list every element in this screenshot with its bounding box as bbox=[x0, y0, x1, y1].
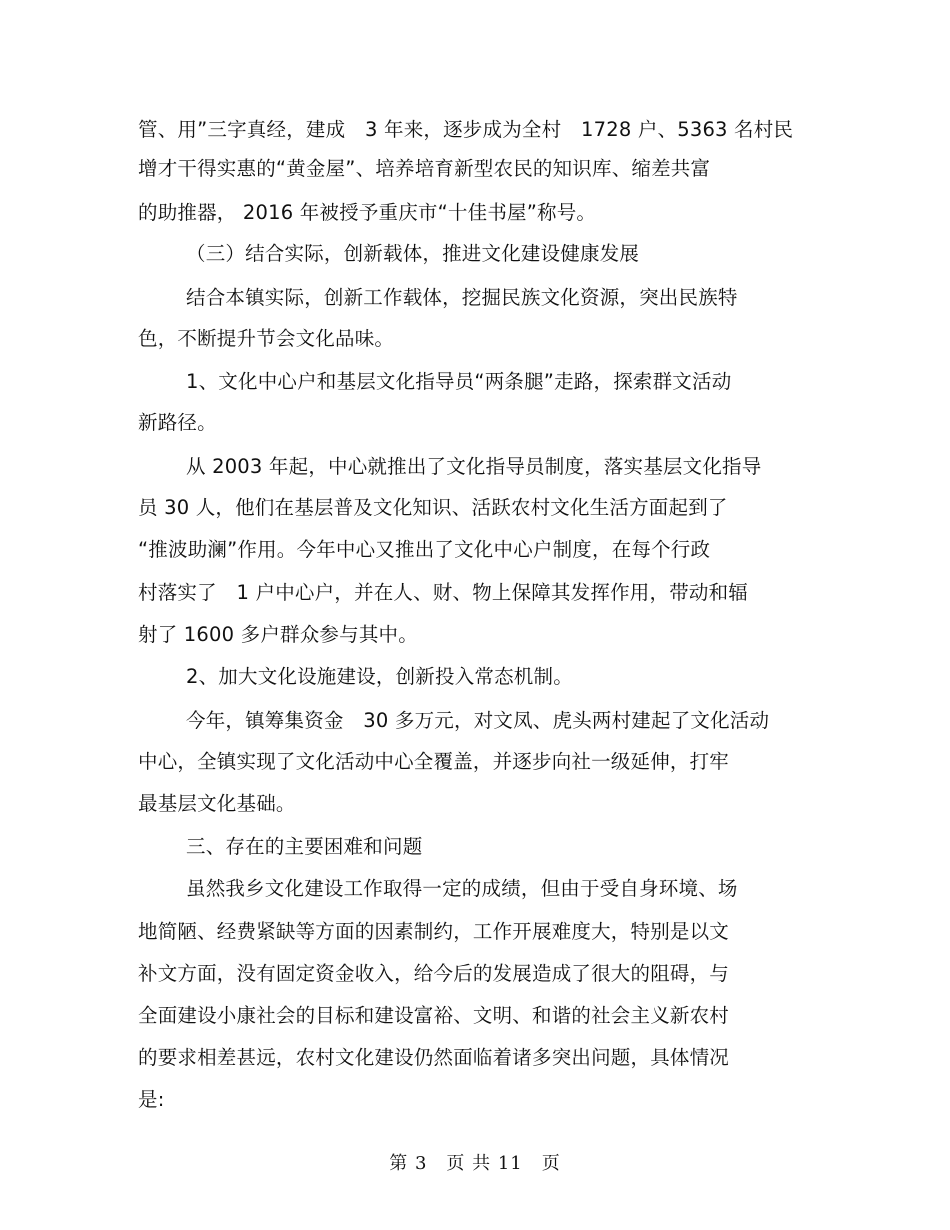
text-line: 1、文化中心户和基层文化指导员“两条腿”走路，探索群文活动 bbox=[186, 370, 732, 393]
text-line: 员 30 人，他们在基层普及文化知识、活跃农村文化生活方面起到了 bbox=[138, 496, 728, 519]
text-line: 补文方面，没有固定资金收入，给今后的发展造成了很大的阻碍，与 bbox=[138, 962, 730, 985]
section-heading: 三、存在的主要困难和问题 bbox=[186, 835, 423, 858]
text-line: 的要求相差甚远，农村文化建设仍然面临着诸多突出问题，具体情况 bbox=[138, 1046, 730, 1069]
text-line: 射了 1600 多户群众参与其中。 bbox=[138, 623, 418, 646]
text-line: 最基层文化基础。 bbox=[138, 792, 296, 815]
text-line: 新路径。 bbox=[138, 411, 217, 434]
text-line: 从 2003 年起，中心就推出了文化指导员制度，落实基层文化指导 bbox=[186, 455, 762, 478]
section-heading: 2、加大文化设施建设，创新投入常态机制。 bbox=[186, 665, 573, 688]
text-line: 今年，镇筹集资金 30 多万元，对文凤、虎头两村建起了文化活动 bbox=[186, 709, 770, 732]
text-line: “推波助澜”作用。今年中心又推出了文化中心户制度，在每个行政 bbox=[138, 538, 711, 561]
section-heading: （三）结合实际，创新载体，推进文化建设健康发展 bbox=[186, 242, 640, 265]
text-line: 管、用”三字真经，建成 3 年来，逐步成为全村 1728 户、5363 名村民 bbox=[138, 118, 794, 141]
text-line: 结合本镇实际，创新工作载体，挖掘民族文化资源，突出民族特 bbox=[186, 286, 738, 309]
text-line: 全面建设小康社会的目标和建设富裕、文明、和谐的社会主义新农村 bbox=[138, 1004, 730, 1027]
text-line: 的助推器， 2016 年被授予重庆市“十佳书屋”称号。 bbox=[138, 201, 597, 224]
text-line: 村落实了 1 户中心户，并在人、财、物上保障其发挥作用，带动和辐 bbox=[138, 581, 749, 604]
text-line: 虽然我乡文化建设工作取得一定的成绩，但由于受自身环境、场 bbox=[186, 877, 738, 900]
text-line: 增才干得实惠的“黄金屋”、培养培育新型农民的知识库、缩差共富 bbox=[138, 157, 711, 180]
text-line: 色，不断提升节会文化品味。 bbox=[138, 327, 395, 350]
text-line: 地简陋、经费紧缺等方面的因素制约，工作开展难度大，特别是以文 bbox=[138, 920, 730, 943]
text-line: 中心，全镇实现了文化活动中心全覆盖，并逐步向社一级延伸，打牢 bbox=[138, 750, 730, 773]
text-line: 是: bbox=[138, 1088, 165, 1111]
page-number-footer: 第 3 页 共 11 页 bbox=[389, 1153, 561, 1174]
